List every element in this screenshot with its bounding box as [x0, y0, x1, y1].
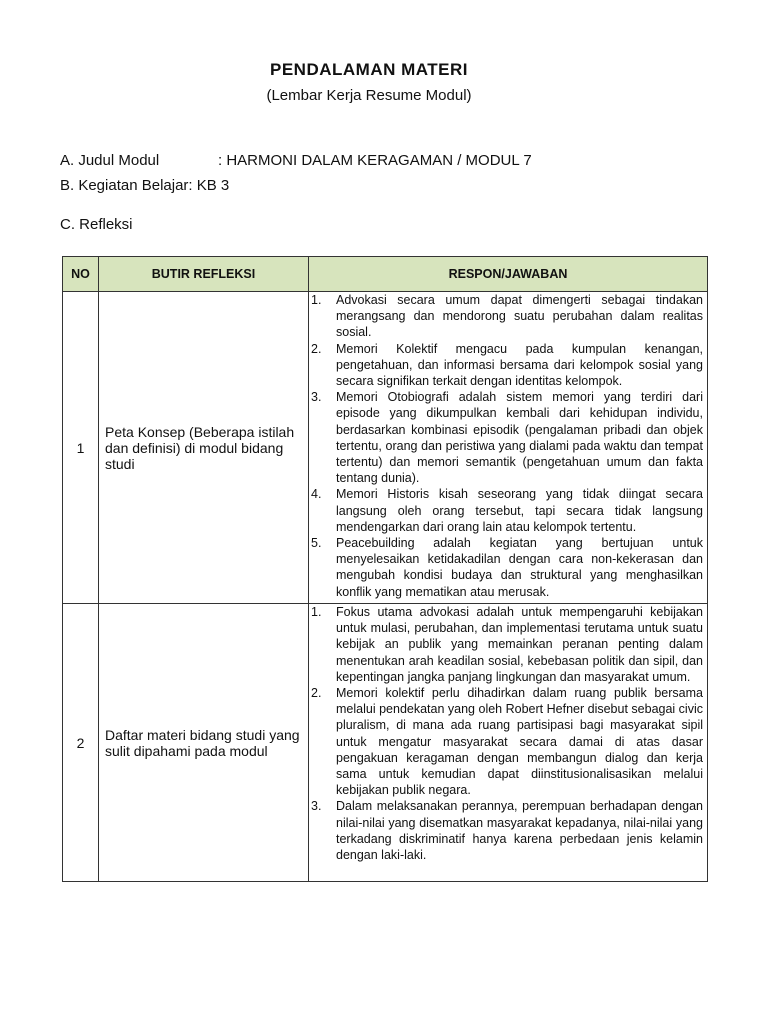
- kegiatan-belajar-value: : KB 3: [188, 177, 230, 194]
- item-number: 3.: [311, 799, 322, 814]
- row-number: 2: [63, 604, 99, 882]
- item-number: 2.: [311, 686, 322, 701]
- respon-list: [311, 292, 703, 600]
- list-item: [311, 535, 703, 600]
- row-number: 1: [63, 292, 99, 604]
- item-number: 3.: [311, 390, 322, 405]
- judul-modul-label: A. Judul Modul: [60, 152, 160, 169]
- kegiatan-belajar-line: [60, 177, 229, 194]
- item-number: 2.: [311, 341, 322, 356]
- table-row: [63, 292, 708, 604]
- table-row: [63, 604, 708, 882]
- judul-modul-line: [60, 152, 532, 169]
- butir-refleksi-cell: Daftar materi bidang studi yang sulit dipahami pada modul: [99, 604, 309, 882]
- respon-cell: [309, 604, 708, 882]
- item-text: Memori kolektif perlu dihadirkan dalam ruang publik bersama melalui pendekatan yang oleh Robert Hefner disebut sebagai civic pluralism, di mana ada ruang partisipasi bagi masyarakat sipil untuk mengatur masyarakat secara damai di atas dasar pengakuan keragaman dengan membangun dialog dan kerja sama untuk kemudian dapat diinstitusionalisasikan melalui kebijakan publik negara.: [336, 686, 703, 798]
- page-title: PENDALAMAN MATERI: [269, 60, 468, 79]
- butir-refleksi-cell: Peta Konsep (Beberapa istilah dan definisi) di modul bidang studi: [99, 292, 309, 604]
- item-number: 1.: [311, 293, 322, 307]
- item-number: 5.: [311, 536, 322, 551]
- judul-modul-value: : HARMONI DALAM KERAGAMAN / MODUL 7: [218, 152, 532, 169]
- respon-list: [311, 604, 703, 863]
- item-text: Peacebuilding adalah kegiatan yang bertujuan untuk menyelesaikan ketidakadilan dengan cara non-kekerasan dan mengubah kondisi budaya dan struktural yang menghasilkan konflik yang mematikan atau merusak.: [336, 536, 703, 599]
- item-text: Fokus utama advokasi adalah untuk mempengaruhi kebijakan untuk mulasi, perubahan, dan implementasi terutama untuk suatu kebijak an publik yang memainkan peranan penting dalam menentukan arah keadilan sosial, kebebasan politik dan sipil, dan kepentingan jangka panjang lingkungan dan masyarakat umum.: [336, 605, 703, 684]
- respon-cell: [309, 292, 708, 604]
- list-item: [311, 685, 703, 798]
- list-item: [311, 798, 703, 863]
- item-text: Memori Otobiografi adalah sistem memori yang terdiri dari episode yang dikumpulkan kembali dari kehidupan individu, berdasarkan kombinasi episodik (pengalaman pribadi dan objek tertentu, orang dan peristiwa yang dialami pada waktu dan tempat tertentu) dan memori semantik (pengetahuan umum dan fakta tentang dunia).: [336, 390, 703, 486]
- refleksi-table: [62, 256, 708, 882]
- header-respon-jawaban: RESPON/JAWABAN: [309, 257, 708, 292]
- header-butir-refleksi: BUTIR REFLEKSI: [99, 257, 309, 292]
- item-number: 1.: [311, 605, 322, 619]
- section-refleksi-heading: C. Refleksi: [60, 216, 133, 233]
- list-item: [311, 389, 703, 486]
- list-item: [311, 604, 703, 685]
- item-text: Memori Historis kisah seseorang yang tidak diingat secara langsung oleh orang tersebut, tapi secara tidak langsung mendengarkan dari orang lain atau kelompok tertentu.: [336, 487, 703, 534]
- list-item: [311, 486, 703, 535]
- item-number: 4.: [311, 487, 322, 502]
- header-no: NO: [63, 257, 99, 292]
- item-text: Advokasi secara umum dapat dimengerti sebagai tindakan merangsang dan mendorong suatu perubahan dalam realitas sosial.: [336, 293, 703, 340]
- list-item: [311, 341, 703, 390]
- page-subtitle: (Lembar Kerja Resume Modul): [266, 87, 472, 104]
- list-item: [311, 292, 703, 341]
- item-text: Memori Kolektif mengacu pada kumpulan kenangan, pengetahuan, dan informasi bersama dari kelompok sosial yang secara signifikan terkait dengan identitas kelompok.: [336, 341, 703, 389]
- kegiatan-belajar-label: B. Kegiatan Belajar: [60, 177, 189, 194]
- table-header-row: [63, 257, 708, 292]
- item-text: Dalam melaksanakan perannya, perempuan berhadapan dengan nilai-nilai yang disematkan masyarakat kepadanya, nilai-nilai yang terkadang diskriminatif hanya karena perbedaan jenis kelamin dengan laki-laki.: [336, 799, 703, 863]
